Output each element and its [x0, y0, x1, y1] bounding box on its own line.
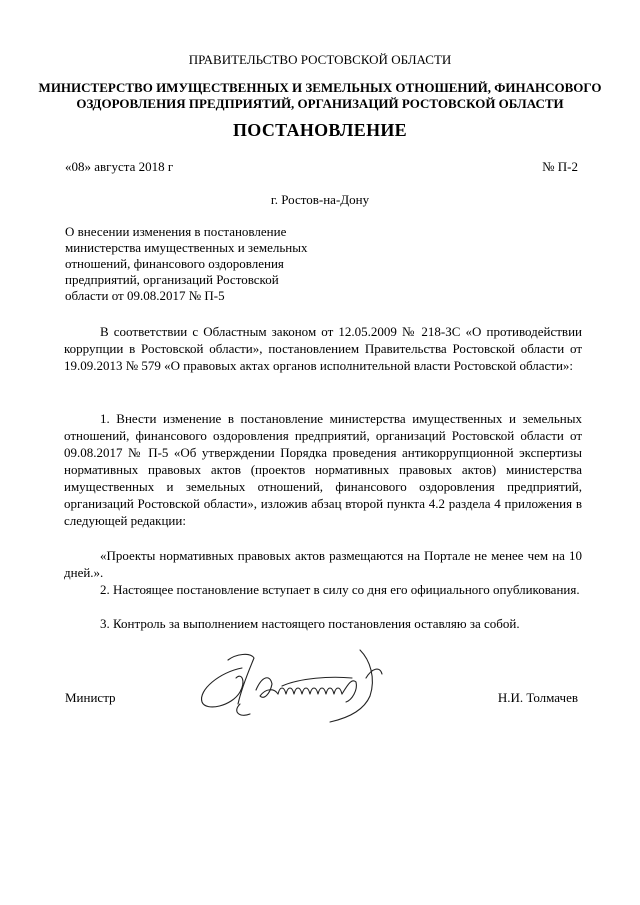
- preamble-paragraph: В соответствии с Областным законом от 12.05.2009 № 218-ЗС «О противодействии коррупции в Ростовской области», постановлением Правительства Ростовской области от 19.09.2013 № 579 «О правовых актах органов исполнительной власти Ростовской области»:: [64, 324, 582, 373]
- quote-paragraph: «Проекты нормативных правовых актов размещаются на Портале не менее чем на 10 дней.».: [64, 548, 582, 580]
- subject-line: предприятий, организаций Ростовской: [65, 272, 279, 287]
- item-1-paragraph: 1. Внести изменение в постановление министерства имущественных и земельных отношений, финансового оздоровления предприятий, организаций Ростовской области от 09.08.2017 № П-5 «Об утверждении Порядка проведения антикоррупционной экспертизы нормативных правовых актов (проектов нормативных правовых актов) министерства имущественных и земельных отношений, финансового оздоровления предприятий, организаций Ростовской области», изложив абзац второй пункта 4.2 раздела 4 приложения в следующей редакции:: [64, 411, 582, 528]
- document-type-title: ПОСТАНОВЛЕНИЕ: [233, 120, 407, 140]
- document-subject: [65, 224, 365, 304]
- subject-line: области от 09.08.2017 № П-5: [65, 288, 225, 303]
- ministry-name-line-1: МИНИСТЕРСТВО ИМУЩЕСТВЕННЫХ И ЗЕМЕЛЬНЫХ ОТНОШЕНИЙ, ФИНАНСОВОГО: [38, 80, 602, 95]
- government-name: ПРАВИТЕЛЬСТВО РОСТОВСКОЙ ОБЛАСТИ: [188, 52, 452, 67]
- signer-position: Министр: [65, 690, 116, 705]
- handwritten-signature: [180, 638, 395, 733]
- document-number: № П-2: [542, 159, 578, 174]
- signer-name: Н.И. Толмачев: [497, 690, 578, 705]
- item-3-paragraph: 3. Контроль за выполнением настоящего постановления оставляю за собой.: [100, 616, 520, 631]
- subject-line: О внесении изменения в постановление: [65, 224, 287, 239]
- document-date: «08» августа 2018 г: [65, 159, 174, 174]
- ministry-name: [0, 80, 640, 112]
- subject-line: министерства имущественных и земельных: [65, 240, 308, 255]
- ministry-name-line-2: ОЗДОРОВЛЕНИЯ ПРЕДПРИЯТИЙ, ОРГАНИЗАЦИЙ РОСТОВСКОЙ ОБЛАСТИ: [76, 96, 564, 111]
- document-city: г. Ростов-на-Дону: [270, 192, 370, 207]
- subject-line: отношений, финансового оздоровления: [65, 256, 284, 271]
- item-2-paragraph: 2. Настоящее постановление вступает в силу со дня его официального опубликования.: [100, 582, 580, 597]
